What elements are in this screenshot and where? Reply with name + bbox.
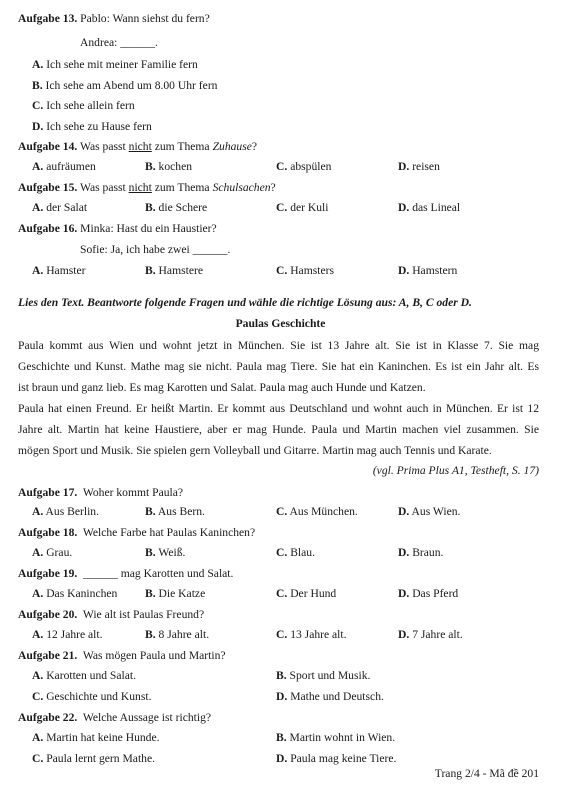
question-topic: Zuhause (212, 140, 252, 153)
question-text: Wie alt ist Paulas Freund? (82, 608, 205, 621)
option-c[interactable] (276, 201, 329, 215)
source-citation: (vgl. Prima Plus A1, Testheft, S. 17) (372, 464, 539, 477)
dialogue-reply: Sofie: Ja, ich habe zwei ______. (80, 243, 231, 256)
question-text: Minka: Hast du ein Haustier? (80, 222, 217, 235)
option-b[interactable] (145, 628, 209, 642)
option-text: Blau. (290, 546, 315, 559)
option-a[interactable] (32, 160, 96, 174)
option-b[interactable] (276, 669, 370, 683)
option-letter: D. (276, 752, 288, 765)
option-letter: D. (398, 546, 410, 559)
option-b[interactable] (145, 546, 185, 560)
option-text: Ich sehe allein fern (46, 99, 135, 112)
option-letter: C. (276, 546, 288, 559)
option-text: Grau. (46, 546, 73, 559)
question-mid: zum Thema (154, 181, 210, 194)
option-letter: D. (398, 505, 410, 518)
question-mid: zum Thema (154, 140, 210, 153)
option-letter: A. (32, 201, 44, 214)
question-21 (18, 649, 226, 663)
option-a[interactable] (32, 669, 136, 683)
option-a[interactable] (32, 546, 72, 560)
option-letter: B. (276, 669, 287, 682)
question-post: ? (251, 140, 258, 153)
option-a[interactable] (32, 731, 160, 745)
option-text: Hamsters (290, 264, 334, 277)
option-d[interactable] (398, 628, 463, 642)
question-14 (18, 140, 257, 154)
option-text: Weiß. (158, 546, 186, 559)
reading-line: ist braun und ganz lieb. Es mag Karotten und Salat. Paula mag auch Hunde und Katzen. (18, 381, 426, 394)
option-text: Das Kaninchen (46, 587, 118, 600)
option-letter: D. (398, 201, 410, 214)
option-text: Paula lernt gern Mathe. (46, 752, 156, 765)
option-text: das Lineal (412, 201, 461, 214)
option-letter: B. (145, 160, 156, 173)
option-text: der Salat (46, 201, 88, 214)
question-text: ______ mag Karotten und Salat. (83, 567, 234, 580)
option-text: Sport und Musik. (289, 669, 371, 682)
option-d[interactable] (398, 546, 443, 560)
option-letter: D. (398, 264, 410, 277)
option-text: Der Hund (290, 587, 337, 600)
option-letter: B. (145, 201, 156, 214)
option-d[interactable] (398, 201, 460, 215)
question-label: Aufgabe 21. (18, 649, 78, 662)
question-label: Aufgabe 17. (18, 486, 78, 499)
option-letter: C. (276, 505, 288, 518)
option-c[interactable] (32, 690, 151, 704)
option-letter: A. (32, 264, 44, 277)
option-text: kochen (158, 160, 193, 173)
option-text: der Kuli (290, 201, 329, 214)
question-label: Aufgabe 22. (18, 711, 78, 724)
question-label: Aufgabe 13. (18, 12, 78, 25)
option-c[interactable] (276, 628, 347, 642)
option-d[interactable] (276, 752, 396, 766)
question-16 (18, 222, 217, 236)
option-d[interactable] (276, 690, 384, 704)
question-text: Was mögen Paula und Martin? (82, 649, 226, 662)
option-text: Aus München. (289, 505, 358, 518)
option-text: 8 Jahre alt. (158, 628, 210, 641)
question-post: ? (270, 181, 276, 194)
option-d[interactable] (398, 587, 458, 601)
option-b[interactable] (145, 264, 203, 278)
option-text: Martin hat keine Hunde. (46, 731, 160, 744)
option-a[interactable] (32, 628, 103, 642)
question-label: Aufgabe 14. (18, 140, 78, 153)
option-text: 13 Jahre alt. (290, 628, 347, 641)
option-letter: A. (32, 587, 44, 600)
reading-line: Paula hat einen Freund. Er heißt Martin. Er kommt aus Deutschland und wohnt auch in München. Er ist 12 (18, 402, 539, 415)
question-label: Aufgabe 19. (18, 567, 78, 580)
option-text: Aus Berlin. (45, 505, 100, 518)
option-letter: C. (32, 690, 44, 703)
option-letter: C. (276, 628, 288, 641)
option-text: Aus Wien. (411, 505, 461, 518)
question-label: Aufgabe 16. (18, 222, 78, 235)
question-negation: nicht (128, 140, 152, 153)
option-text: Ich sehe mit meiner Familie fern (46, 58, 198, 71)
option-letter: A. (32, 160, 44, 173)
option-text: Hamstern (412, 264, 458, 277)
option-letter: B. (145, 264, 156, 277)
option-c[interactable] (276, 587, 336, 601)
reading-line: mögen Sport und Musik. Sie spielen gern Volleyball und Gitarre. Martin mag auch Tennis und Karate. (18, 444, 492, 457)
option-letter: A. (32, 505, 44, 518)
option-a[interactable] (32, 201, 87, 215)
option-letter: B. (145, 505, 156, 518)
reading-line: Jahre alt. Martin hat keine Haustiere, aber er mag Hunde. Paula und Martin machen viel zusammen. Sie (18, 423, 539, 436)
option-text: Martin wohnt in Wien. (289, 731, 396, 744)
option-text: 12 Jahre alt. (46, 628, 103, 641)
option-c[interactable] (276, 264, 334, 278)
option-letter: C. (276, 587, 288, 600)
option-text: Ich sehe zu Hause fern (46, 120, 152, 133)
option-d[interactable] (398, 264, 457, 278)
question-text: Pablo: Wann siehst du fern? (80, 12, 210, 25)
option-c[interactable] (276, 160, 331, 174)
question-label: Aufgabe 15. (18, 181, 78, 194)
question-text: Welche Aussage ist richtig? (82, 711, 212, 724)
option-letter: D. (32, 120, 44, 133)
option-letter: C. (276, 264, 288, 277)
reading-instruction: Lies den Text. Beantworte folgende Fragen und wähle die richtige Lösung aus: A, B, C oder D. (18, 296, 472, 309)
question-18 (18, 526, 255, 540)
option-text: Hamstere (158, 264, 203, 277)
option-text: 7 Jahre alt. (412, 628, 463, 641)
question-19 (18, 567, 233, 581)
question-17 (18, 486, 183, 500)
reading-line: Paula kommt aus Wien und wohnt jetzt in München. Sie ist 13 Jahre alt. Sie ist in Klasse 7. Sie mag (18, 339, 539, 352)
option-b[interactable] (145, 160, 192, 174)
option-b[interactable] (32, 79, 217, 93)
question-text: Woher kommt Paula? (82, 486, 184, 499)
question-pre: Was passt (79, 140, 126, 153)
option-letter: B. (32, 79, 43, 92)
option-text: Paula mag keine Tiere. (290, 752, 397, 765)
question-pre: Was passt (79, 181, 126, 194)
option-text: Die Katze (158, 587, 206, 600)
option-letter: A. (32, 58, 44, 71)
option-b[interactable] (276, 731, 395, 745)
option-letter: C. (276, 160, 288, 173)
option-a[interactable] (32, 58, 198, 72)
option-c[interactable] (276, 546, 315, 560)
question-13 (18, 12, 210, 26)
option-text: Mathe und Deutsch. (290, 690, 384, 703)
option-b[interactable] (145, 587, 205, 601)
question-15 (18, 181, 276, 195)
option-text: Hamster (46, 264, 86, 277)
reading-line: Geschichte und Kunst. Mathe mag sie nicht. Paula mag Tiere. Sie hat ein Kaninchen. Es ist ein Jahr alt. Es (18, 360, 539, 373)
option-a[interactable] (32, 505, 99, 519)
option-b[interactable] (145, 201, 207, 215)
question-label: Aufgabe 20. (18, 608, 78, 621)
option-letter: B. (145, 587, 156, 600)
option-text: reisen (412, 160, 440, 173)
question-label: Aufgabe 18. (18, 526, 78, 539)
question-negation: nicht (128, 181, 152, 194)
option-letter: D. (398, 160, 410, 173)
option-letter: C. (32, 99, 44, 112)
question-20 (18, 608, 204, 622)
page-footer: Trang 2/4 - Mã đề 201 (434, 767, 539, 780)
option-c[interactable] (32, 99, 135, 113)
option-c[interactable] (276, 505, 358, 519)
option-a[interactable] (32, 587, 117, 601)
option-text: abspülen (290, 160, 332, 173)
option-d[interactable] (398, 505, 460, 519)
option-text: die Schere (158, 201, 208, 214)
question-22 (18, 711, 211, 725)
option-letter: A. (32, 669, 44, 682)
option-letter: B. (276, 731, 287, 744)
option-letter: D. (276, 690, 288, 703)
option-text: aufräumen (46, 160, 96, 173)
reading-title: Paulas Geschichte (235, 317, 326, 330)
option-text: Das Pferd (412, 587, 459, 600)
option-letter: D. (398, 587, 410, 600)
option-text: Karotten und Salat. (46, 669, 137, 682)
option-d[interactable] (398, 160, 440, 174)
option-text: Aus Bern. (157, 505, 205, 518)
option-letter: B. (145, 546, 156, 559)
option-c[interactable] (32, 752, 155, 766)
dialogue-reply: Andrea: ______. (80, 36, 158, 49)
option-letter: A. (32, 628, 44, 641)
question-topic: Schulsachen (212, 181, 271, 194)
option-b[interactable] (145, 505, 205, 519)
option-text: Braun. (412, 546, 444, 559)
option-letter: A. (32, 731, 44, 744)
option-text: Geschichte und Kunst. (46, 690, 152, 703)
option-letter: B. (145, 628, 156, 641)
option-letter: D. (398, 628, 410, 641)
question-text: Welche Farbe hat Paulas Kaninchen? (82, 526, 256, 539)
option-d[interactable] (32, 120, 152, 134)
option-text: Ich sehe am Abend um 8.00 Uhr fern (45, 79, 218, 92)
option-letter: C. (276, 201, 288, 214)
option-a[interactable] (32, 264, 85, 278)
option-letter: C. (32, 752, 44, 765)
option-letter: A. (32, 546, 44, 559)
